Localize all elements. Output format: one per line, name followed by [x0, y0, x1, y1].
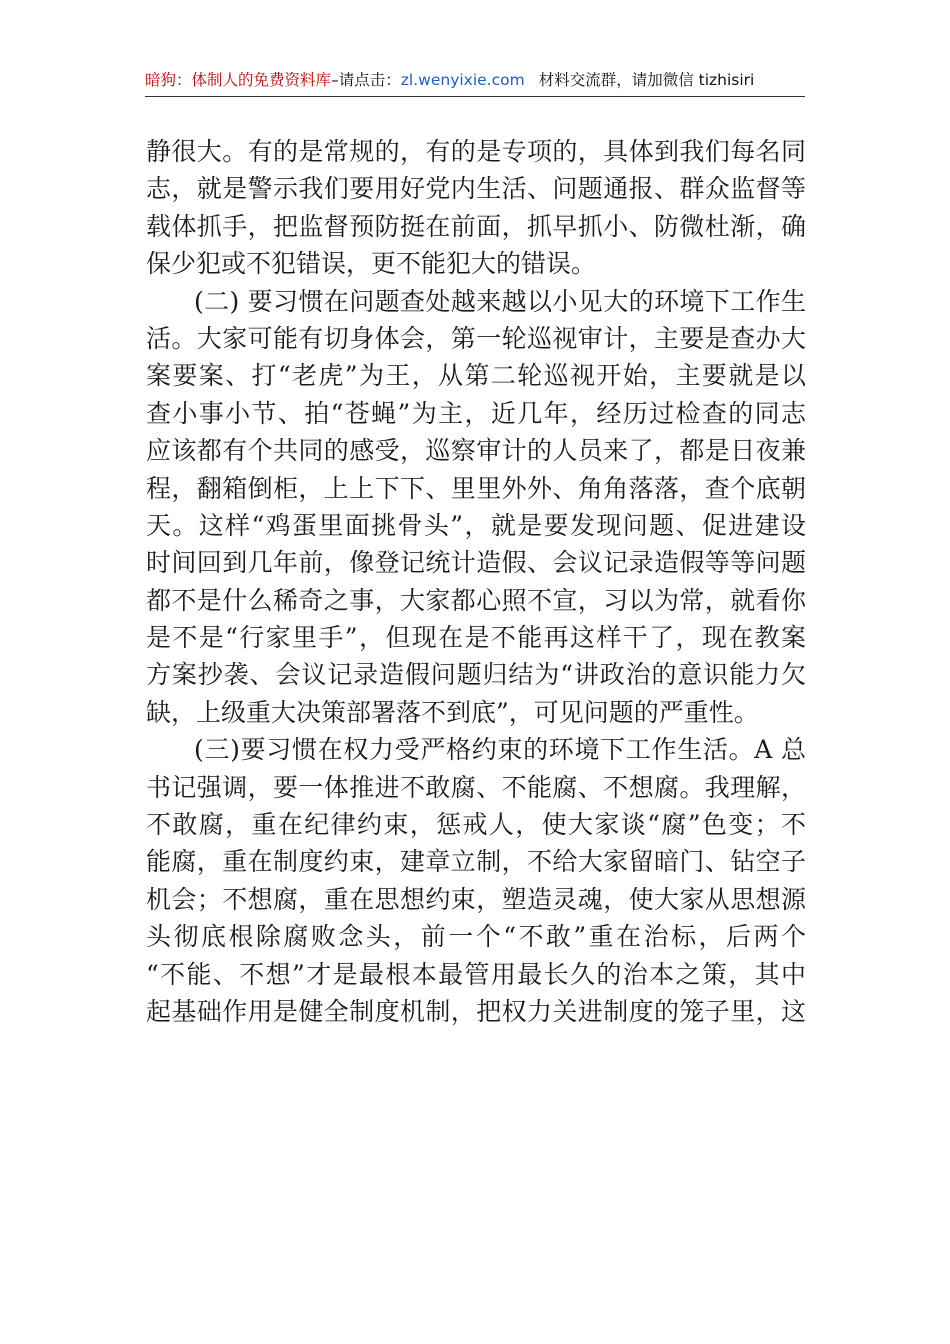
text-line: 志，就是警示我们要用好党内生活、问题通报、群众监督等 — [146, 174, 806, 204]
text-line: 起基础作用是健全制度机制，把权力关进制度的笼子里，这 — [146, 996, 806, 1026]
paragraph-heading-2: (二) 要习惯在问题查处越来越以小见大的环境下工作生 — [194, 286, 806, 316]
text-line: 头彻底根除腐败念头，前一个“不敢”重在治标，后两个 — [146, 922, 806, 952]
text-line: 方案抄袭、会议记录造假问题归结为“讲政治的意识能力欠 — [146, 660, 806, 690]
text-line: 程，翻箱倒柜，上上下下、里里外外、角角落落，查个底朝 — [146, 473, 806, 503]
header-link-prefix: –请点击： — [331, 71, 401, 89]
page-header — [145, 66, 805, 97]
header-contact-text: 材料交流群，请加微信 tizhisiri — [538, 71, 755, 89]
text-line: 缺，上级重大决策部署落不到底”，可见问题的严重性。 — [146, 697, 759, 727]
text-line: 机会；不想腐，重在思想约束，塑造灵魂，使大家从思想源 — [146, 884, 806, 914]
text-line: 书记强调，要一体推进不敢腐、不能腐、不想腐。我理解， — [146, 772, 806, 802]
header-url-link[interactable]: zl.wenyixie.com — [400, 71, 525, 89]
text-line: 天。这样“鸡蛋里面挑骨头”，就是要发现问题、促进建设 — [146, 510, 806, 540]
text-line: 静很大。有的是常规的，有的是专项的，具体到我们每名同 — [146, 137, 806, 166]
text-line: 应该都有个共同的感受，巡察审计的人员来了，都是日夜兼 — [146, 436, 806, 466]
text-line: 能腐，重在制度约束，建章立制，不给大家留暗门、钻空子 — [146, 847, 806, 877]
text-line: 活。大家可能有切身体会，第一轮巡视审计，主要是查办大 — [146, 323, 806, 353]
text-line: 案要案、打“老虎”为王，从第二轮巡视开始，主要就是以 — [146, 361, 806, 391]
text-line: 时间回到几年前，像登记统计造假、会议记录造假等等问题 — [146, 548, 806, 578]
text-line: 不敢腐，重在纪律约束，惩戒人，使大家谈“腐”色变；不 — [146, 810, 806, 840]
document-body — [146, 133, 806, 1030]
text-line: 查小事小节、拍“苍蝇”为主，近几年，经历过检查的同志 — [146, 398, 806, 428]
text-line: 载体抓手，把监督预防挺在前面，抓早抓小、防微杜渐，确 — [146, 211, 806, 241]
paragraph-heading-3: (三)要习惯在权力受严格约束的环境下工作生活。A 总 — [194, 735, 806, 765]
text-line: 都不是什么稀奇之事，大家都心照不宣，习以为常，就看你 — [146, 585, 806, 615]
text-line: 是不是“行家里手”，但现在是不能再这样干了，现在教案 — [146, 623, 806, 653]
header-site-name: 暗狗：体制人的免费资料库 — [145, 71, 332, 89]
text-line: “不能、不想”才是最根本最管用最长久的治本之策，其中 — [146, 959, 806, 989]
text-line: 保少犯或不犯错误，更不能犯大的错误。 — [146, 249, 597, 279]
